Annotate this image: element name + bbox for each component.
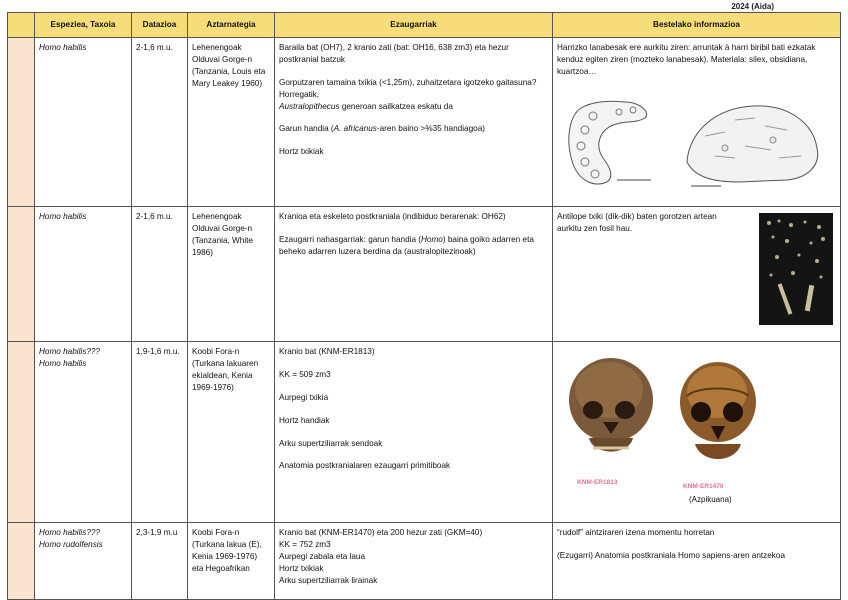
feature-text: Hortz txikiak [279, 563, 324, 573]
finding-cell: Lehenengoak Olduvai Gorge-n (Tanzania, White 1986) [188, 207, 275, 342]
finding-cell: Lehenengoak Olduvai Gorge-n (Tanzania, Louis eta Mary Leakey 1960) [188, 38, 275, 207]
other-cell [553, 523, 841, 600]
skull-caption-azpikuana: (Azpikuana) [689, 495, 732, 504]
feature-text: Kranioa eta eskeleto postkraniala (indibiduo berarenak: OH62) [279, 212, 506, 221]
feature-text: Gorputzaren tamaina txikia (<1,25m), zuhaitzetara igotzeko gaitasuna? Horregatik, Australopithecus generoan sailkatzea eskatu da [279, 77, 537, 111]
feature-text: Kranio bat (KNM-ER1813) [279, 347, 375, 356]
other-text: (Ezugarri) Anatomia postkraniala Homo sapiens-aren antzekoa [557, 550, 786, 560]
corner-note: 2024 (Aida) [731, 2, 774, 11]
jaw-drawing-image [559, 96, 661, 192]
feature-text: Aurpegi txikia [279, 392, 329, 402]
header-finding: Aztarnategia [188, 13, 275, 38]
feature-text: Arku supertziliarrak sendoak [279, 438, 383, 448]
skull-caption-1470: KNM-ER1470 [683, 483, 724, 490]
date-cell: 2-1,6 m.u. [132, 38, 188, 207]
row-stub [8, 523, 35, 600]
other-cell [553, 207, 841, 342]
date-cell: 2-1,6 m.u. [132, 207, 188, 342]
species-name: Homo habilis??? [39, 347, 100, 356]
header-features: Ezaugarriak [275, 13, 553, 38]
features-cell [275, 38, 553, 207]
feature-text: KK = 752 zm3 [279, 539, 331, 549]
feature-text: Arku supertziliarrak lirainak [279, 575, 378, 585]
species-name: Homo rudolfensis [39, 539, 103, 549]
feature-text: Hortz handiak [279, 415, 330, 425]
row-stub [8, 342, 35, 523]
skull-photo-1813 [563, 352, 659, 474]
feature-text: Aurpegi zabala eta laua [279, 551, 366, 561]
table-row [8, 342, 841, 523]
skull-drawing-image [675, 96, 825, 192]
feature-text: Ezaugarri nahasgarriak: garun handia (Homo) baina goiko adarren eta beheko adarren luzera berdina da (australopitezinoak) [279, 234, 534, 256]
finding-cell: Koobi Fora-n (Turkana lakuaren ekialdean, Kenia 1969-1976) [188, 342, 275, 523]
feature-text: Garun handia (A. africanus-aren baino >%35 handiagoa) [279, 124, 485, 134]
header-date: Datazioa [132, 13, 188, 38]
table-row [8, 38, 841, 207]
species-name: Homo habilis [39, 358, 87, 368]
species-table [7, 12, 841, 600]
finding-cell: Koobi Fora-n (Turkana lakua (E), Kenia 1969-1976) eta Hegoafrikan [188, 523, 275, 600]
species-cell [35, 523, 132, 600]
other-text: Harrizko lanabesak ere aurkitu ziren: arruntak à harri biribil bati ezkatak kenduz egiten ziren (mozteko lanabesak). Materiala: silex, obsidiana, kuartzoa… [557, 43, 816, 76]
other-cell [553, 38, 841, 207]
skull-caption-1813: KNM-ER1813 [577, 479, 618, 486]
feature-text: Kranio bat (KNM-ER1470) eta 200 hezur zati (GKM=40) [279, 528, 483, 537]
feature-text: Baraila bat (OH7), 2 kranio zati (bat: OH16, 638 zm3) eta hezur postkranial batzuk [279, 43, 509, 64]
other-text: Antilope txiki (dik-dik) baten gorotzen artean aurkitu zen fosil hau. [557, 212, 717, 233]
species-name: Homo habilis [39, 212, 87, 221]
skull-photo-1470 [673, 356, 763, 474]
feature-text: Hortz txikiak [279, 147, 324, 157]
fossil-photo-image [759, 213, 833, 325]
table-row [8, 523, 841, 600]
other-text: “rudolf” aintziraren izena momentu horretan [557, 528, 715, 537]
species-cell [35, 207, 132, 342]
table-row [8, 207, 841, 342]
species-name: Homo habilis [39, 43, 87, 52]
features-cell [275, 523, 553, 600]
header-other: Bestelako informazioa [553, 13, 841, 38]
header-species: Espeziea, Taxoia [35, 13, 132, 38]
date-cell: 1,9-1,6 m.u. [132, 342, 188, 523]
feature-text: KK = 509 zm3 [279, 369, 331, 379]
header-stub [8, 13, 35, 38]
species-cell [35, 38, 132, 207]
features-cell [275, 342, 553, 523]
header-row [8, 13, 841, 38]
date-cell: 2,3-1,9 m.u [132, 523, 188, 600]
other-cell [553, 342, 841, 523]
species-cell [35, 342, 132, 523]
species-name: Homo habilis??? [39, 528, 100, 537]
row-stub [8, 207, 35, 342]
features-cell [275, 207, 553, 342]
feature-text: Anatomia postkranialaren ezaugarri primitiboak [279, 461, 451, 471]
row-stub [8, 38, 35, 207]
